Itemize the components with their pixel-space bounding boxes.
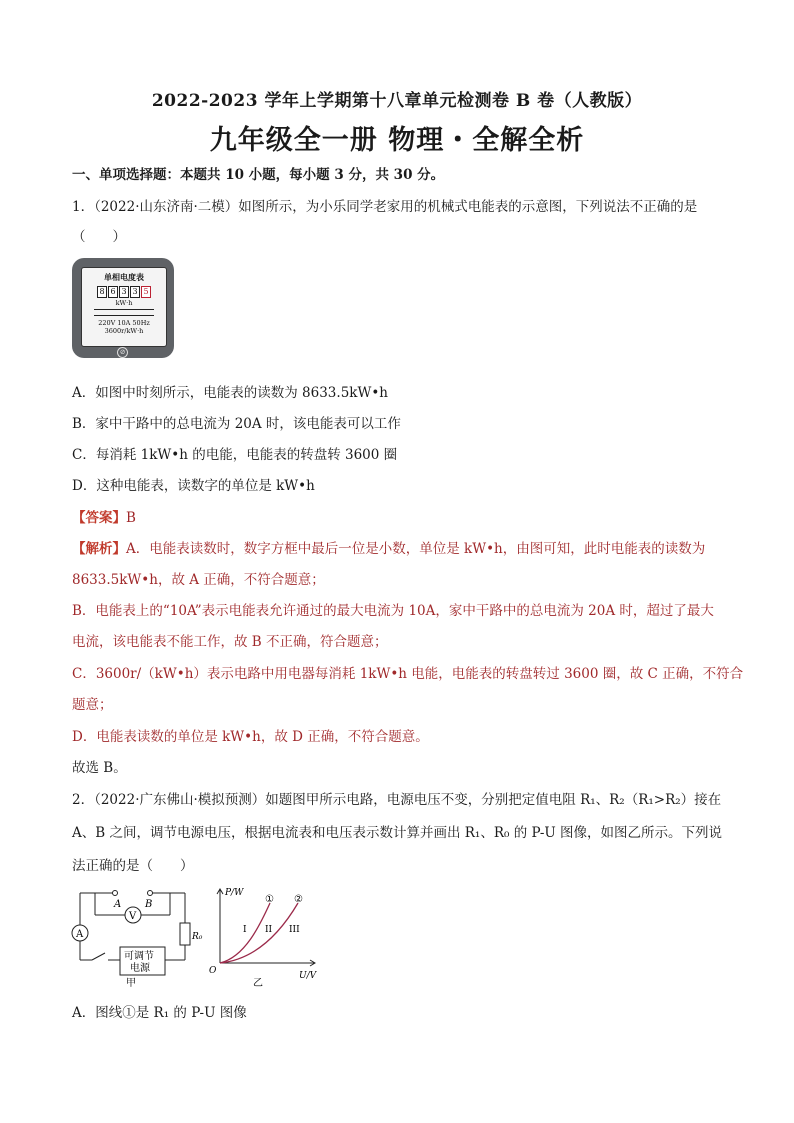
q2-stem-line3: 法正确的是（ ） <box>72 858 194 874</box>
meter-knob-icon: ⊘ <box>117 347 128 358</box>
origin-label: O <box>209 966 217 976</box>
analysis-tag: 【解析】 <box>72 541 126 557</box>
q1-option-c: C．每消耗 1kW•h 的电能，电能表的转盘转 3600 圈 <box>72 447 398 463</box>
q1-conclusion: 故选 B。 <box>72 760 127 776</box>
circuit-caption: 甲 <box>126 978 136 989</box>
meter-title: 单相电度表 <box>104 272 144 282</box>
q2-option-a: A．图线①是 R₁ 的 P-U 图像 <box>72 1005 247 1021</box>
circuit-diagram <box>70 885 203 990</box>
analysis-line-4: 电流，该电能表不能工作，故 B 不正确，符合题意； <box>72 634 388 650</box>
section-heading: 一、单项选择题：本题共 10 小题，每小题 3 分，共 30 分。 <box>72 167 445 183</box>
graph-caption: 乙 <box>253 978 263 989</box>
meter-digit: 6 <box>108 286 118 298</box>
meter-digit: 3 <box>130 286 140 298</box>
q1-stem-line2: （ ） <box>72 229 126 245</box>
analysis-line-2: 8633.5kW•h，故 A 正确，不符合题意； <box>72 572 325 588</box>
q2-stem-line1: 2．（2022·广东佛山·模拟预测）如题图甲所示电路，电源电压不变，分别把定值电阻 R₁、R₂（R₁>R₂）接在 <box>72 792 722 808</box>
meter-digits <box>82 286 166 298</box>
terminal-a-label: A <box>114 899 122 910</box>
analysis-line-6: 题意； <box>72 697 113 713</box>
answer-value: B <box>126 510 136 526</box>
curve-1-label: ① <box>265 894 274 905</box>
region-2-label: II <box>265 925 273 935</box>
x-axis-label: U/V <box>299 971 317 981</box>
q1-option-b: B．家中干路中的总电流为 20A 时，该电能表可以工作 <box>72 416 401 432</box>
region-3-label: III <box>289 925 300 935</box>
meter-spec: 220V 10A 50Hz <box>98 319 150 327</box>
source-label-2: 电源 <box>130 963 150 974</box>
meter-digit-decimal: 5 <box>141 286 151 298</box>
ammeter-label: A <box>76 929 84 940</box>
pu-graph <box>205 885 325 990</box>
voltmeter-label: V <box>129 911 137 922</box>
analysis-line-3: B．电能表上的“10A”表示电能表允许通过的最大电流为 10A，家中干路中的总电流为 20A 时，超过了最大 <box>72 603 714 619</box>
meter-face <box>81 267 167 347</box>
exam-title: 2022-2023 学年上学期第十八章单元检测卷 B 卷（人教版） <box>151 91 643 111</box>
exam-subtitle: 九年级全一册 物理・全解全析 <box>209 125 585 156</box>
q1-option-d: D．这种电能表，读数字的单位是 kW•h <box>72 478 315 494</box>
meter-spec-rev: 3600r/kW·h <box>104 327 144 335</box>
analysis-line-7: D．电能表读数的单位是 kW•h，故 D 正确，不符合题意。 <box>72 729 429 745</box>
meter-digit: 3 <box>119 286 129 298</box>
meter-disc-icon <box>94 309 154 316</box>
q2-stem-line2: A、B 之间，调节电源电压，根据电流表和电压表示数计算并画出 R₁、R₀ 的 P-U 图像，如图乙所示。下列说 <box>72 825 723 841</box>
source-label-1: 可调节 <box>124 951 154 962</box>
meter-digit: 8 <box>97 286 107 298</box>
q1-option-a: A．如图中时刻所示，电能表的读数为 8633.5kW•h <box>72 385 388 401</box>
curve-2 <box>220 903 298 963</box>
q1-stem-line1: 1．（2022·山东济南·二模）如图所示，为小乐同学老家用的机械式电能表的示意图，下列说法不正确的是 <box>72 199 698 215</box>
electric-meter-figure <box>72 258 174 358</box>
analysis-text: A．电能表读数时，数字方框中最后一位是小数，单位是 kW•h，由图可知，此时电能表的读数为 <box>126 541 706 557</box>
analysis-line-1 <box>72 539 732 559</box>
terminal-b-label: B <box>145 899 153 910</box>
q1-answer-line <box>72 508 732 528</box>
answer-tag: 【答案】 <box>72 510 126 526</box>
y-axis-label: P/W <box>225 888 244 898</box>
analysis-line-5: C．3600r/（kW•h）表示电路中用电器每消耗 1kW•h 电能，电能表的转盘转过 3600 圈，故 C 正确，不符合 <box>72 666 744 682</box>
region-1-label: I <box>243 925 247 935</box>
curve-2-label: ② <box>294 894 303 905</box>
resistor-label: R₀ <box>192 932 203 942</box>
meter-unit: kW·h <box>115 299 133 307</box>
